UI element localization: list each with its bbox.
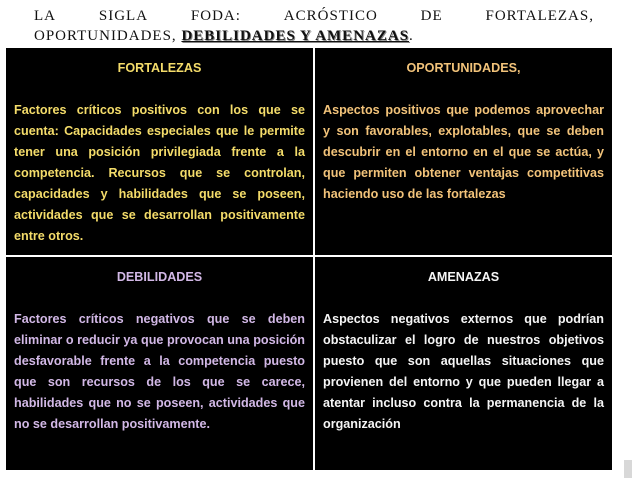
cell-debilidades [6, 257, 313, 470]
heading-fortalezas: FORTALEZAS [117, 61, 202, 75]
heading-debilidades: DEBILIDADES [116, 270, 203, 284]
text-oportunidades: Aspectos positivos que podemos aprovechar y son favorables, explotables, que se deben descubrir en el entorno en el que se actúa, y que permiten obtener ventajas competitivas haciendo uso de las fortalezas [323, 103, 604, 201]
text-debilidades: Factores críticos negativos que se deben eliminar o reducir ya que provocan una posición desfavorable frente a la competencia puesto que son recursos de los que se carece, habilidades que no se poseen, actividades que no se desarrollan positivamente. [14, 312, 305, 431]
title-line-2 [34, 26, 594, 46]
title-word: SIGLA [98, 8, 149, 24]
heading-amenazas: AMENAZAS [427, 270, 500, 284]
title-period: . [409, 28, 414, 44]
slide-edge [622, 0, 638, 479]
title-word: FORTALEZAS, [485, 8, 594, 24]
title-word: FODA: [190, 8, 241, 24]
foda-table [6, 48, 612, 470]
cell-oportunidades [315, 48, 612, 255]
title-word: DE [420, 8, 443, 24]
cell-fortalezas [6, 48, 313, 255]
slide-title [34, 6, 594, 46]
title-word: LA [34, 8, 56, 24]
edge-marker [624, 460, 632, 478]
title-oportunidades: OPORTUNIDADES, [34, 28, 177, 44]
heading-oportunidades: OPORTUNIDADES, [406, 61, 521, 75]
title-word: ACRÓSTICO [283, 8, 378, 24]
text-amenazas: Aspectos negativos externos que podrían obstaculizar el logro de nuestros objetivos puesto que son aquellas situaciones que provienen del entorno y que pueden llegar a atentar incluso contra la permanencia de la organización [323, 312, 604, 431]
text-fortalezas: Factores críticos positivos con los que se cuenta: Capacidades especiales que le permite tener una posición privilegiada frente a la competencia. Recursos que se controlan, capacidades y habilidades que se poseen, actividades que se desarrollan positivamente entre otros. [14, 103, 305, 243]
title-line-1 [34, 6, 594, 26]
title-emphasis: DEBILIDADES Y AMENAZAS [181, 28, 410, 44]
cell-amenazas [315, 257, 612, 470]
